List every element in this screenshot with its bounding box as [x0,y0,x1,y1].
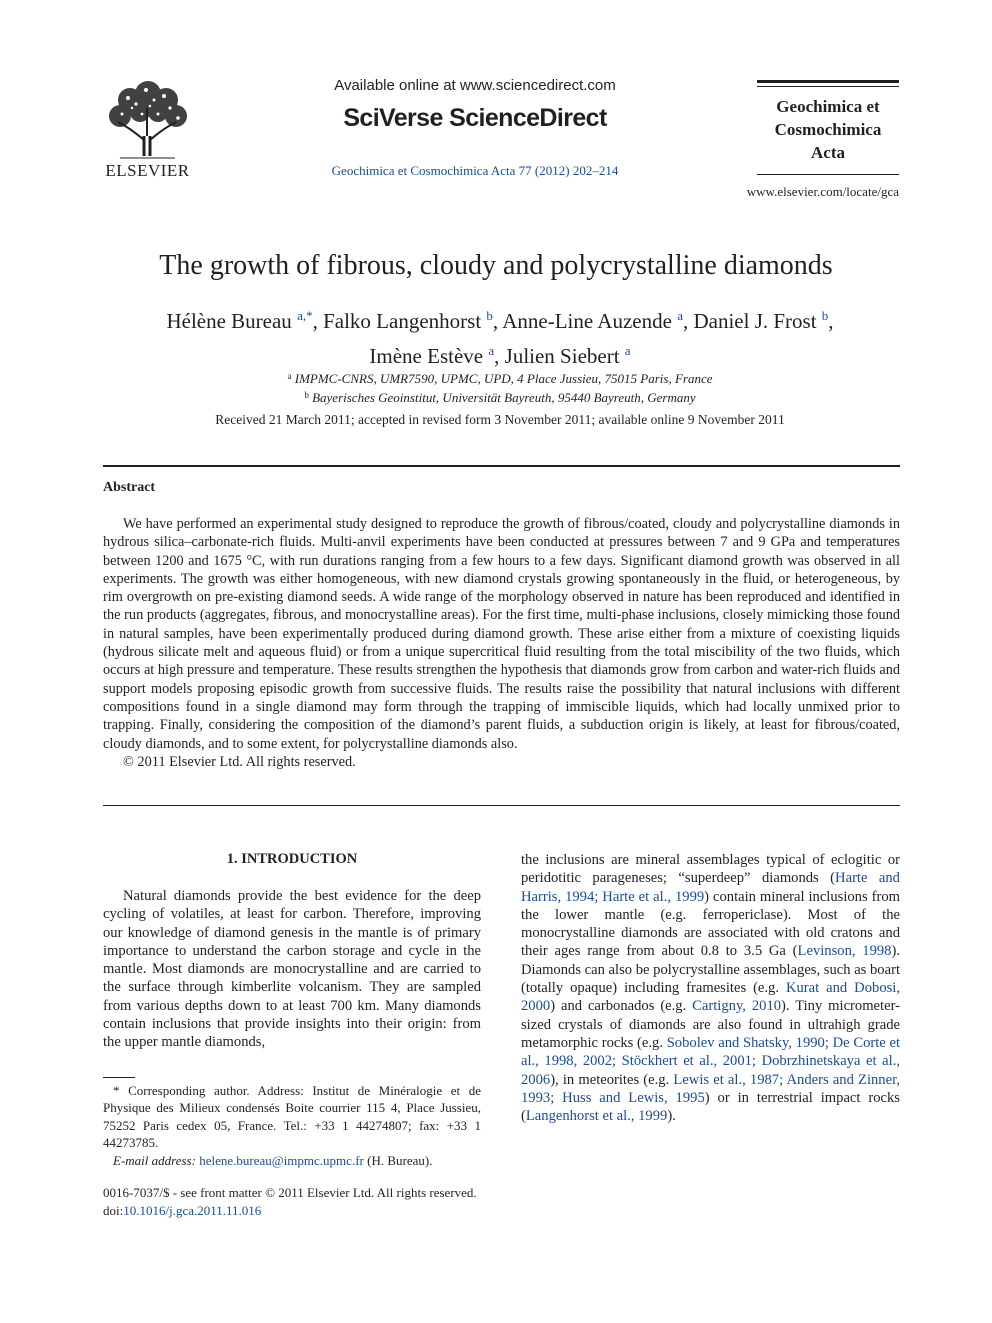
author-affiliation-link[interactable]: b [486,308,493,323]
reference-link[interactable]: Lewis et al., 1987; Anders and Zinner, 1993; Huss and Lewis, 1995 [521,1071,900,1106]
text-run: ) or in terrestrial impact rocks ( [521,1089,900,1125]
journal-rule-bottom [757,174,899,175]
author-name: Anne-Line Auzende [502,309,672,333]
journal-rule-top [757,80,899,83]
author-separator: , [312,309,324,333]
email-suffix: (H. Bureau). [363,1152,433,1168]
affiliation-text: IMPMC-CNRS, UMR7590, UPMC, UPD, 4 Place Jussieu, 75015 Paris, France [294,371,713,386]
abstract-copyright: © 2011 Elsevier Ltd. All rights reserved. [123,753,356,770]
journal-name-line: Acta [811,143,845,162]
affiliation [100,368,900,387]
footnote-rule [103,1077,135,1078]
email-label: E-mail address: [113,1152,196,1168]
text-run: ) contain mineral inclusions from the lower mantle (e.g. ferropericlase). Most of the monocrystalline diamonds are associated with old cratons and their ages range from about 0.8 to 3.5 Ga ( [521,888,900,960]
author-affiliation-link[interactable]: b [821,308,829,323]
text-run: ). [667,1108,676,1125]
reference-link[interactable]: Harte and Harris, 1994; Harte et al., 1999 [521,870,900,905]
author-separator: , [682,309,694,333]
text-run: ). Tiny micrometer-sized crystals of diamonds are also found in ultrahigh grade metamorphic rocks (e.g. [521,998,900,1051]
article-history: Received 21 March 2011; accepted in revised form 3 November 2011; available online 9 November 2011 [215,412,785,427]
author-affiliation-link[interactable]: a,* [297,308,313,323]
author-separator: , [828,309,834,333]
doi-link[interactable]: 10.1016/j.gca.2011.11.016 [123,1203,262,1218]
reference-link[interactable]: Sobolev and Shatsky, 1990; De Corte et al., 1998, 2002; Stöckhert et al., 2001; Dobrzhinetskaya et al., 2006 [521,1034,901,1088]
intro-paragraph-continued [521,851,900,1125]
text-run: ) and carbonados (e.g. [550,998,693,1015]
reference-link[interactable]: Levinson, 1998 [797,943,892,960]
available-online-text: Available online at www.sciencedirect.com [334,77,616,94]
reference-link[interactable]: Cartigny, 2010 [692,998,782,1015]
text-run: the inclusions are mineral assemblages typical of eclogitic or peridotitic parageneses; “superdeep” diamonds ( [521,852,900,887]
email-line [103,1152,481,1169]
author-name: Julien Siebert [504,344,620,368]
footnote [103,1082,481,1169]
author-list [100,301,900,371]
abstract-text: We have performed an experimental study designed to reproduce the growth of fibrous/coated, cloudy and polycrystalline diamonds in hydrous silica–carbonate-rich fluids. Multi-anvil experiments have been conducted at pressures between 7 and 9 GPa and temperatures between 1200 and 1675 °C, with run durations ranging from a few hours to a few days. Significant diamond growth was observed in all experiments. The growth was either homogeneous, with new diamond crystals growing spontaneously in the fluid, or heterogeneous, by rim overgrowth on pre-existing diamond seeds. A wide range of the morphology observed in nature has been reproduced and identified in the run products (aggregates, fibrous, and monocrystalline areas). For the first time, multi-phase inclusions, closely mimicking those found in natural samples, have been experimentally produced during diamond growth. These arise either from a mixture of coexisting liquids (hydrous silicate melt and aqueous fluid) or from a unique supercritical fluid resulting from the total miscibility of the two fluids, which occurs at high pressure and temperature. These results strengthen the hypothesis that diamonds grow from carbon and water-rich fluids and support models proposing episodic growth from successive fluids. The results raise the possibility that natural inclusions with different compositions found in a single diamond may form through the trapping of immiscible liquids, which had locally unmixed prior to trapping. Finally, considering the composition of the diamond’s parent fluids, a subduction origin is likely, at least for fibrous/coated, cloudy diamonds, and to some extent, for polycrystalline diamonds also. [103,516,900,752]
affiliation-mark: b [304,390,309,400]
doi-label: doi: [103,1203,124,1218]
abstract-rule-top [103,465,900,467]
email-link[interactable]: helene.bureau@impmc.upmc.fr [199,1152,364,1168]
abstract-heading: Abstract [103,480,156,495]
author-separator: , [494,344,505,368]
abstract-rule-bottom [103,805,900,806]
doi-line [103,1202,603,1220]
article-title: The growth of fibrous, cloudy and polycrystalline diamonds [159,250,833,281]
affiliation [100,387,900,406]
affiliation-mark: a [287,371,292,381]
author-name: Daniel J. Frost [693,309,817,333]
author-name: Hélène Bureau [166,309,292,333]
abstract-body [103,515,900,771]
affiliations [100,368,900,406]
publisher-logo-text: ELSEVIER [105,161,190,180]
journal-citation-link[interactable]: Geochimica et Cosmochimica Acta 77 (2012) 202–214 [331,163,619,178]
text-run: ), in meteorites (e.g. [550,1071,674,1088]
journal-name-line: Geochimica et [776,97,880,116]
text-run: ). Diamonds can also be polycrystalline assemblages, such as boart (totally opaque) including framesites (e.g. [521,943,900,997]
left-column [103,887,481,1052]
author-affiliation-link[interactable]: a [677,308,683,323]
journal-rule-top-thin [757,86,899,87]
author-name: Imène Estève [369,344,484,368]
page-footer [103,1184,603,1220]
journal-url: www.elsevier.com/locate/gca [746,184,899,199]
author-affiliation-link[interactable]: a [624,343,631,358]
journal-name-line: Cosmochimica [774,120,882,139]
intro-paragraph: Natural diamonds provide the best evidence for the deep cycling of volatiles, at least for carbon. Therefore, improving our knowledge of diamond genesis in the mantle is of primary importance to understand the carbon storage and cycle in the mantle. Most diamonds are monocrystalline and are carried to the surface through kimberlite volcanism. They are sampled from various depths down to at least 700 km. Many diamonds contain inclusions that provide insights into their origin: from the upper mantle diamonds, [103,888,481,1051]
issn-line: 0016-7037/$ - see front matter © 2011 Elsevier Ltd. All rights reserved. [103,1185,477,1200]
author-affiliation-link[interactable]: a [488,343,495,358]
author-separator: , [492,309,503,333]
journal-name [757,95,899,164]
section-heading-introduction: 1. INTRODUCTION [226,851,358,867]
reference-link[interactable]: Langenhorst et al., 1999 [525,1108,668,1125]
right-column [521,851,900,1125]
corresponding-author-note: * Corresponding author. Address: Institut de Minéralogie et de Physique des Milieux condensés Boite courrier 115 4, Place Jussieu, 75252 Paris cedex 05, France. Tel.: +33 1 44274807; fax: +33 1 44273785. [103,1083,481,1151]
affiliation-text: Bayerisches Geoinstitut, Universität Bayreuth, 95440 Bayreuth, Germany [312,390,696,405]
platform-logo: SciVerse ScienceDirect [343,104,607,132]
reference-link[interactable]: Kurat and Dobosi, 2000 [521,980,900,1015]
author-name: Falko Langenhorst [323,309,482,333]
